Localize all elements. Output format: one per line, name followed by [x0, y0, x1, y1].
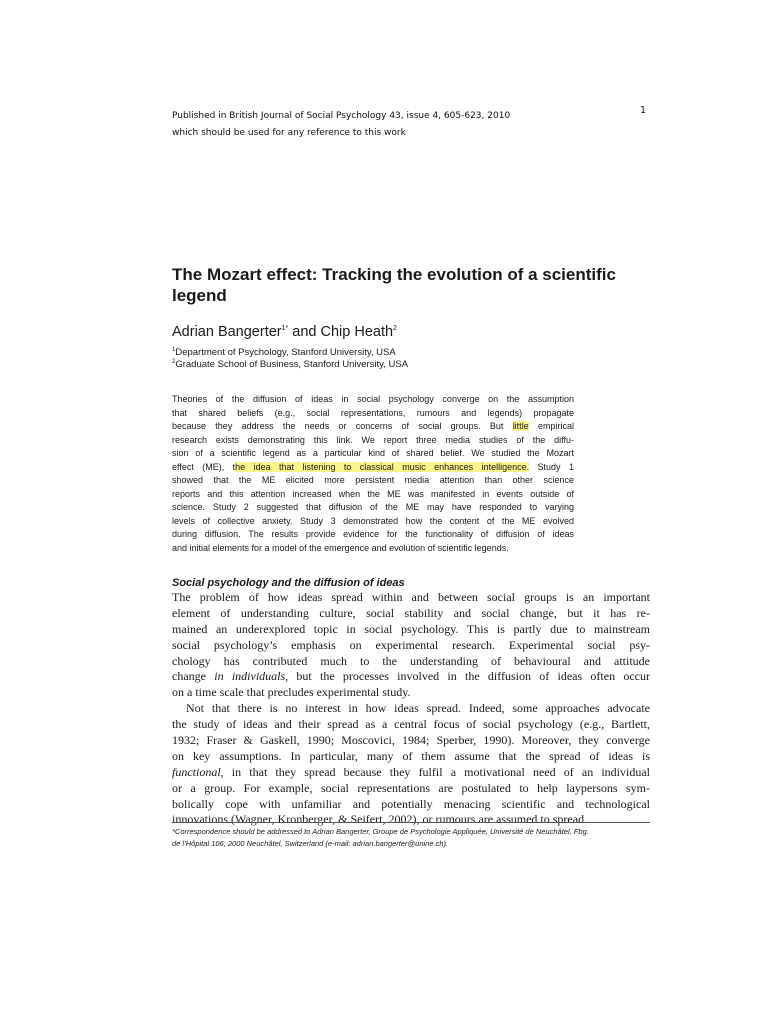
highlighted-text: little — [512, 421, 529, 431]
author-affiliation-marker: 1* — [281, 325, 289, 333]
author-affiliation-marker: 2 — [393, 325, 397, 333]
author-name: Chip Heath — [320, 324, 394, 340]
abstract-line: that shared beliefs (e.g., social representations, rumours and legends) propagate — [172, 407, 574, 418]
abstract-line: sion of a scientific legend as a particular kind of shared belief. We studied the Mozart — [172, 448, 574, 458]
publication-info — [172, 108, 612, 142]
italic-emphasis: functional — [172, 764, 221, 779]
body-line: Not that there is no interest in how ideas spread. Indeed, some approaches advocate — [186, 701, 650, 716]
affiliation-marker: 2 — [172, 358, 176, 365]
body-text-run: , but the processes involved in the diffusion of ideas often occur — [285, 669, 650, 684]
abstract-text: effect (ME), t — [172, 461, 236, 472]
abstract-line — [172, 461, 574, 475]
affiliation-marker: 1 — [172, 346, 176, 353]
body-line — [172, 765, 650, 781]
body-line: or a group. For example, social representations are postulated to help laypersons sym- — [172, 780, 650, 795]
abstract-line: and initial elements for a model of the emergence and evolution of scientific legends. — [172, 542, 509, 553]
abstract-line: Theories of the diffusion of ideas in social psychology converge on the assumption — [172, 394, 574, 404]
title-line: legend — [172, 286, 227, 305]
body-line: on a time scale that precludes experimental study. — [172, 685, 411, 700]
body-line: mained an underexplored topic in social psychology. This is partly due to mainstream — [172, 621, 650, 636]
abstract-line — [172, 420, 574, 434]
author-list — [172, 322, 652, 342]
abstract-text: because they address the needs or concerns of social groups. But — [172, 421, 513, 431]
abstract-line: science. Study 2 suggested that diffusion of the ME may have responded to varying — [172, 502, 574, 512]
highlighted-text: he idea that listening to classical music enhances intelligence. — [235, 461, 530, 472]
page-number: 1 — [640, 105, 647, 116]
abstract-line: reports and this attention increased when the ME was manifested in events outside of — [172, 488, 574, 499]
section-heading: Social psychology and the diffusion of ideas — [172, 577, 405, 589]
affiliation — [172, 359, 652, 371]
body-line: 1932; Fraser & Gaskell, 1990; Moscovici, 1984; Sperber, 1990). Moreover, they converge — [172, 733, 650, 748]
abstract-line: levels of collective anxiety. Study 3 demonstrated how the content of the ME evolved — [172, 515, 574, 526]
body-line: chology has contributed much to the understanding of behavioural and attitude — [172, 653, 650, 668]
abstract-text: Study 1 — [529, 461, 574, 472]
affiliation-text: Graduate School of Business, Stanford University, USA — [175, 359, 409, 370]
abstract-line: research exists demonstrating this link. We report three media studies of the diffu- — [172, 434, 574, 445]
body-line — [172, 669, 650, 685]
body-text-run: , in that they spread because they fulfil a motivational need of an individual — [220, 764, 650, 779]
abstract-line: during diffusion. The results provide evidence for the functionality of diffusion of ideas — [172, 529, 574, 539]
footnote-line: *Correspondence should be addressed to Adrian Bangerter, Groupe de Psychologie Appliquée, Université de Neuchâtel, Fbg. — [172, 827, 589, 836]
affiliation — [172, 347, 652, 359]
body-line: bolically cope with unfamiliar and potentially menacing scientific and technological — [172, 796, 650, 811]
italic-emphasis: in individuals — [214, 669, 286, 684]
body-line: The problem of how ideas spread within and between social groups is an important — [172, 590, 650, 604]
abstract-line: showed that the ME elicited more persistent media attention than other science — [172, 475, 574, 485]
body-line: the study of ideas and their spread as a central focus of social psychology (e.g., Bartlett, — [172, 717, 650, 732]
author-name: Adrian Bangerter — [172, 324, 282, 340]
affiliation-text: Department of Psychology, Stanford University, USA — [175, 347, 396, 358]
affiliations — [172, 347, 652, 371]
body-line: innovations (Wagner, Kronberger, & Seifert, 2002), or rumours are assumed to spread — [172, 812, 585, 827]
published-line: Published in British Journal of Social Psychology 43, issue 4, 605-623, 2010 — [172, 111, 511, 121]
title-line: The Mozart effect: Tracking the evolution of a scientific — [172, 265, 616, 284]
body-text-run: change — [172, 669, 215, 684]
author-connector: and — [288, 324, 321, 340]
footnote-divider — [172, 822, 650, 823]
footnote-line: de l’Hôpital 106, 2000 Neuchâtel, Switzerland (e-mail: adrian.bangerter@unine.ch). — [172, 838, 449, 848]
body-text — [172, 590, 650, 828]
body-line: on key assumptions. In particular, many of them assume that the spread of ideas is — [172, 748, 650, 763]
abstract-text: empirical — [528, 421, 574, 431]
body-line: element of understanding culture, social stability and social change, but it has re- — [172, 605, 650, 620]
body-line: social psychology’s emphasis on experimental research. Experimental social psy- — [172, 637, 650, 652]
reference-line: which should be used for any reference to this work — [172, 128, 406, 138]
correspondence-footnote — [172, 826, 650, 849]
article-title — [172, 264, 662, 306]
abstract — [172, 393, 574, 555]
